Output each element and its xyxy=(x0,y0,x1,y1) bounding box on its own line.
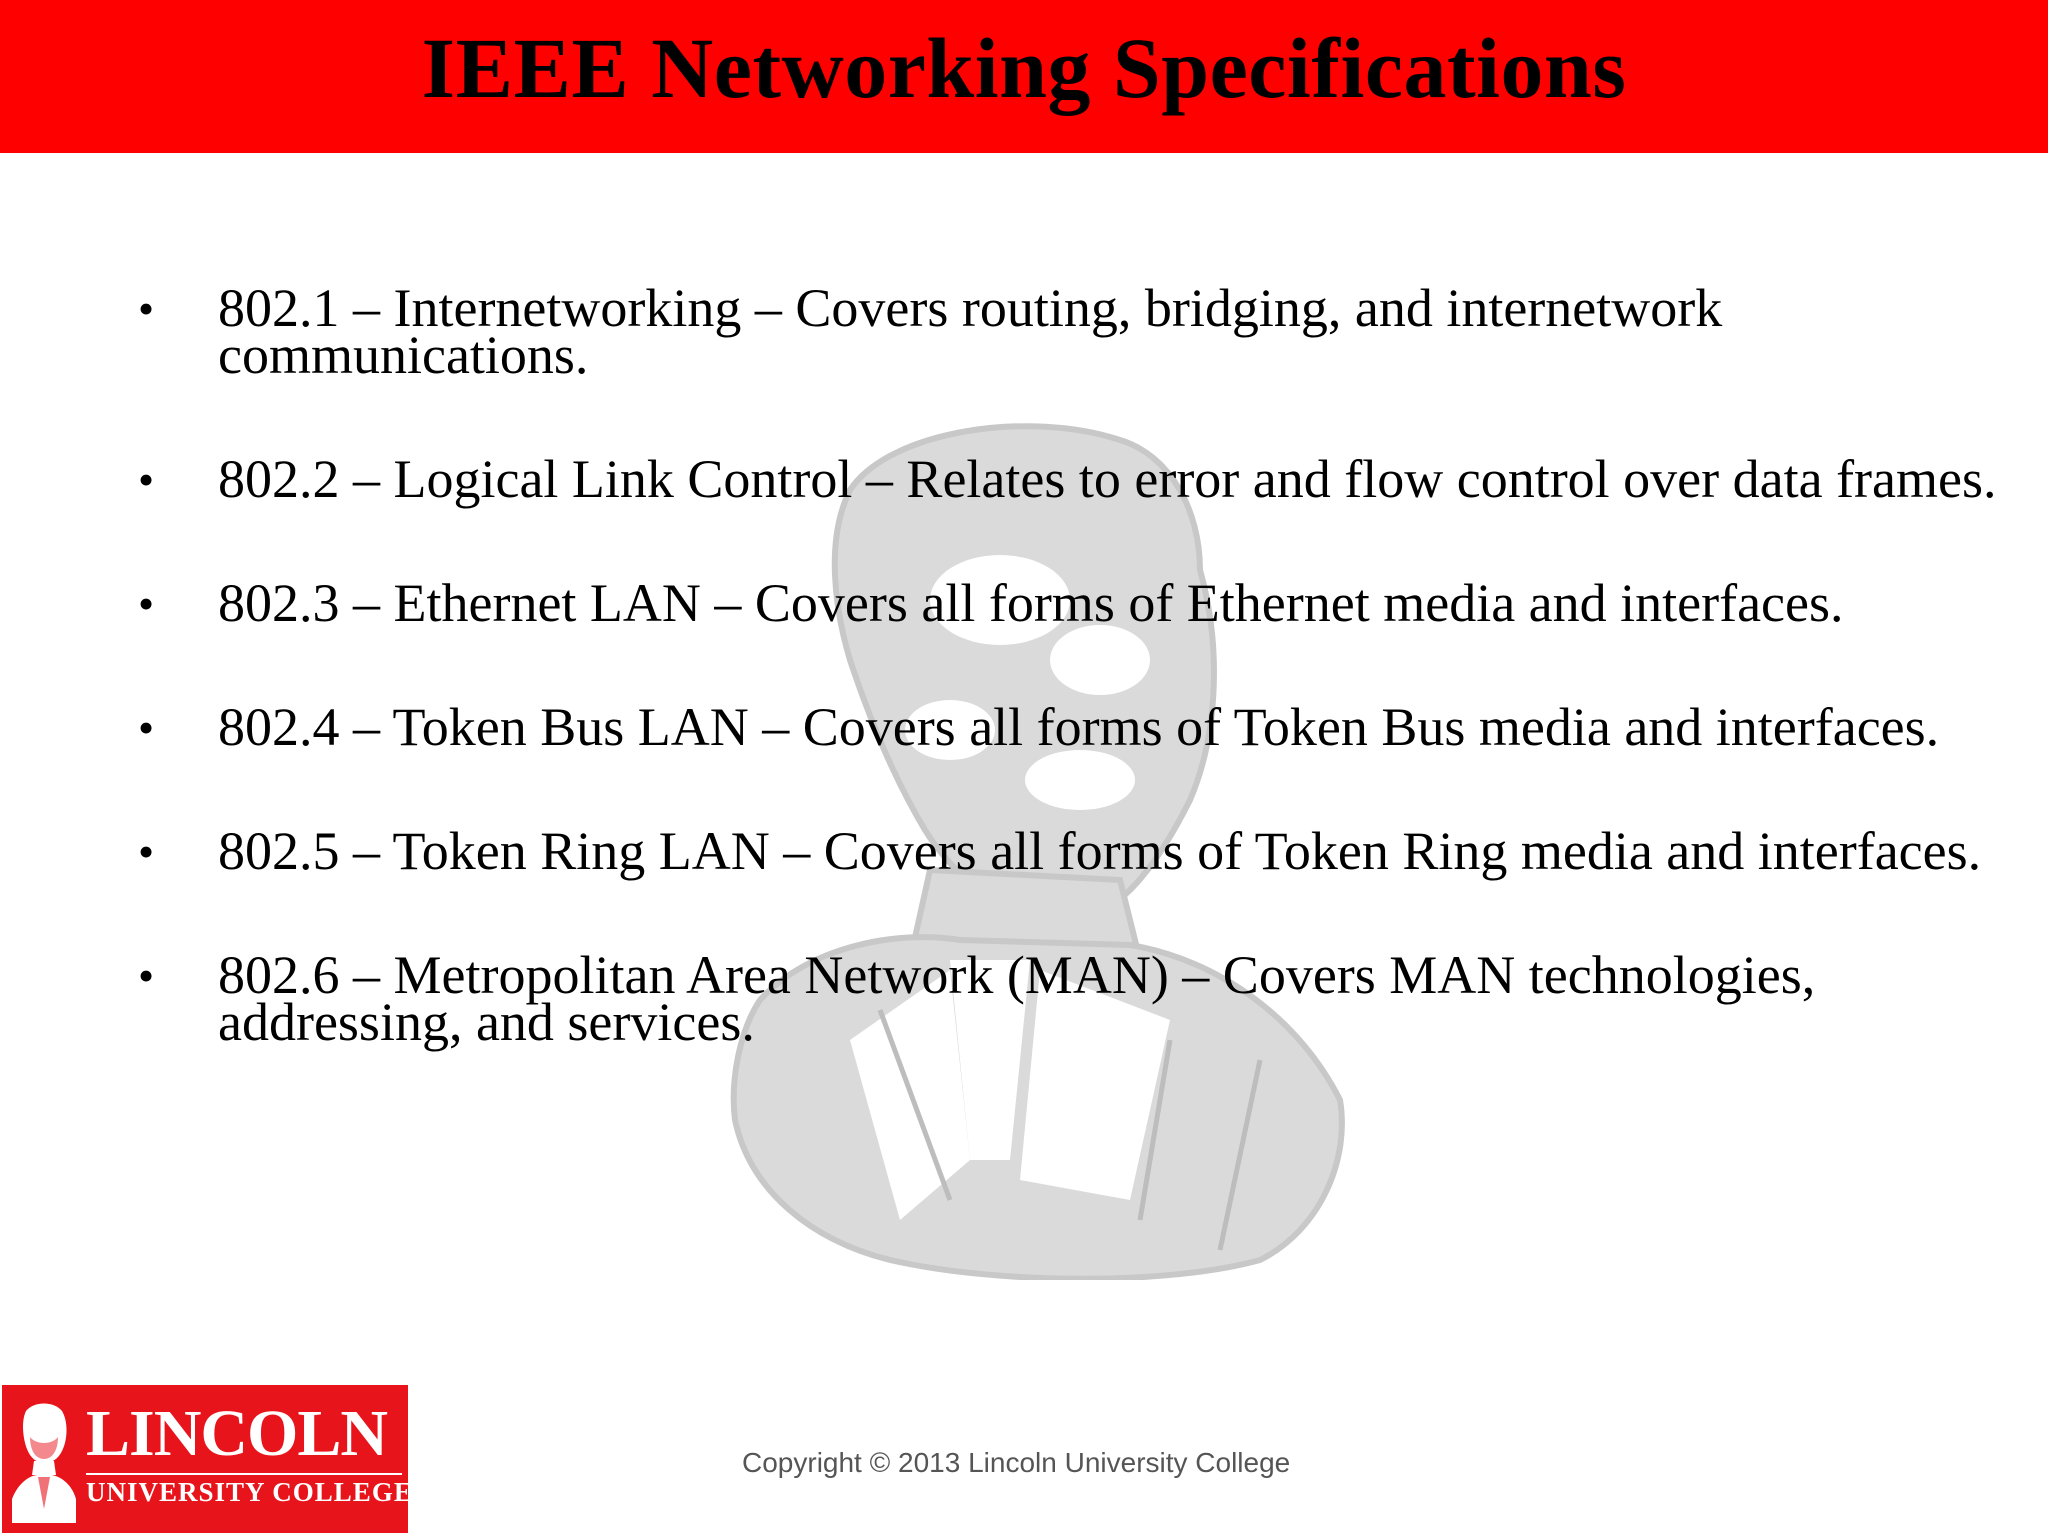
bullet-text: 802.2 – Logical Link Control – Relates to error and flow control over data frames. xyxy=(218,449,1997,509)
bullet-text: 802.4 – Token Bus LAN – Covers all forms of Token Bus media and interfaces. xyxy=(218,697,1940,757)
logo-name: LINCOLN xyxy=(86,1397,388,1470)
bullet-item xyxy=(138,697,2018,757)
logo-divider xyxy=(86,1473,402,1475)
bullet-dot: • xyxy=(138,578,155,629)
bullet-item xyxy=(138,278,2018,385)
bullet-dot: • xyxy=(138,283,155,334)
bullet-item xyxy=(138,449,2018,509)
copyright-notice: Copyright © 2013 Lincoln University College xyxy=(742,1447,1291,1478)
bullet-list xyxy=(138,278,2018,1123)
bullet-text: 802.1 – Internetworking – Covers routing, bridging, and internetwork communications. xyxy=(218,278,1723,385)
bullet-dot: • xyxy=(138,702,155,753)
slide-title: IEEE Networking Specifications xyxy=(421,20,1627,116)
bullet-dot: • xyxy=(138,454,155,505)
logo-subtitle: UNIVERSITY COLLEGE xyxy=(86,1477,413,1507)
bullet-dot: • xyxy=(138,950,155,1001)
bullet-item xyxy=(138,573,2018,633)
bullet-dot: • xyxy=(138,826,155,877)
bullet-text: 802.3 – Ethernet LAN – Covers all forms of Ethernet media and interfaces. xyxy=(218,573,1844,633)
bullet-text: 802.6 – Metropolitan Area Network (MAN) – Covers MAN technologies, addressing, and services. xyxy=(218,945,1816,1052)
lincoln-bust-icon xyxy=(8,1399,80,1527)
bullet-item xyxy=(138,945,2018,1052)
bullet-item xyxy=(138,821,2018,881)
bullet-text: 802.5 – Token Ring LAN – Covers all forms of Token Ring media and interfaces. xyxy=(218,821,1982,881)
lincoln-logo xyxy=(2,1385,413,1533)
